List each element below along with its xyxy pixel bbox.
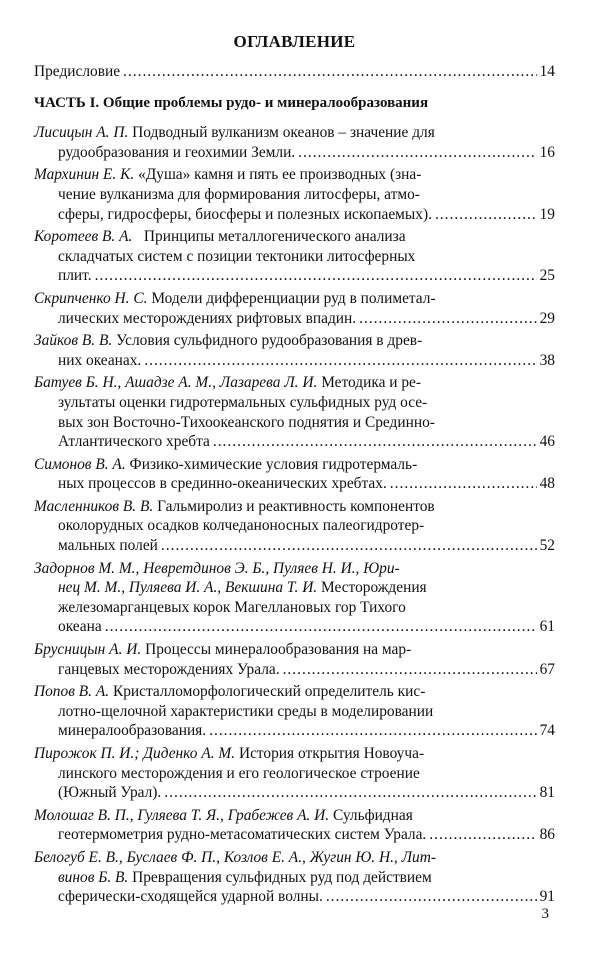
entry-page: 67 (539, 660, 555, 678)
toc-entry[interactable]: Лисицын А. П. Подводный вулканизм океанов – значение для рудообразования и геохимии Земли. ..... 16 (34, 123, 555, 162)
leader-dots (213, 432, 537, 452)
toc-entry[interactable]: Задорнов М. М., Невретдинов Э. Б., Пуляев Н. И., Юри- нец М. М., Пуляева И. А., Векшина Т. И. Месторождения железомарганцевых корок Магеллановых гор Тихого океана ..... 61 (34, 559, 555, 637)
leader-dots (429, 825, 536, 845)
toc-entry[interactable]: Зайков В. В. Условия сульфидного рудообразования в древ- них океанах. ..... 38 (34, 331, 555, 370)
toc-entry[interactable]: Белогуб Е. В., Буслаев Ф. П., Козлов Е. А., Жугин Ю. Н., Лит- винов Б. В. Превращения сульфидных руд под действием сферически-сходящейся ударной волны. ..... 91 (34, 848, 555, 907)
preface-label: Предисловие (34, 63, 121, 80)
toc-entry[interactable]: Молошаг В. П., Гуляева Т. Я., Грабежев А. И. Сульфидная геотермометрия рудно-метасоматических систем Урала. ..... 86 (34, 806, 555, 845)
leader-dots (164, 783, 536, 803)
leader-dots (161, 536, 537, 556)
entry-authors: Белогуб Е. В., Буслаев Ф. П., Козлов Е. А., Жугин Ю. Н., Лит- (34, 848, 436, 866)
leader-dots (123, 62, 537, 82)
entry-authors: Лисицын А. П. (34, 124, 129, 142)
entry-authors: Зайков В. В. (34, 332, 113, 350)
entry-authors: Мархинин Е. К. (34, 166, 135, 184)
entry-page: 19 (539, 205, 555, 223)
leader-dots (105, 617, 537, 637)
toc-entry[interactable]: Пирожок П. И.; Диденко А. М. История открытия Новоуча- линского месторождения и его геологическое строение (Южный Урал). ..... 81 (34, 744, 555, 803)
entry-page: 74 (539, 722, 555, 740)
entry-authors: Пирожок П. И.; Диденко А. М. (34, 745, 236, 762)
entry-authors: Молошаг В. П., Гуляева Т. Я., Грабежев А. И. (34, 806, 330, 824)
toc-entry[interactable]: Попов В. А. Кристалломорфологический определитель кис- лотно-щелочной характеристики среды в моделировании минералообразования. ..... 74 (34, 682, 555, 741)
entry-page: 91 (539, 888, 555, 906)
entry-authors: Коротеев В. А. (34, 228, 133, 246)
entry-page: 25 (539, 267, 555, 285)
leader-dots (209, 721, 536, 741)
leader-dots (144, 351, 536, 371)
entry-authors: Масленников В. В. (34, 497, 154, 515)
entry-authors: Задорнов М. М., Невретдинов Э. Б., Пуляев Н. И., Юри- (34, 559, 400, 577)
entry-page: 86 (539, 826, 555, 844)
toc-entry[interactable]: Мархинин Е. К. «Душа» камня и пять ее производных (зна- чение вулканизма для формирования литосферы, атмо- сферы, гидросферы, биосферы и полезных ископаемых). ..... 19 (34, 165, 555, 224)
toc-list (34, 62, 555, 907)
page-title: ОГЛАВЛЕНИЕ (233, 32, 356, 51)
entry-page: 46 (539, 433, 555, 451)
entry-authors: Батуев Б. Н., Ашадзе А. М., Лазарева Л. И. (34, 374, 318, 392)
preface-page: 14 (539, 63, 555, 80)
part-heading: ЧАСТЬ I. Общие проблемы рудо- и минералообразования (34, 94, 429, 111)
entry-authors: Симонов В. А. (34, 455, 126, 473)
entry-authors: Попов В. А. (34, 683, 110, 701)
leader-dots (390, 474, 537, 494)
toc-entry[interactable]: Коротеев В. А. Принципы металлогенического анализа складчатых систем с позиции тектоники литосферных плит. ..... 25 (34, 227, 555, 286)
entry-page: 81 (539, 784, 555, 802)
entry-page: 29 (539, 309, 555, 327)
entry-page: 61 (539, 618, 555, 636)
leader-dots (435, 205, 537, 225)
leader-dots (283, 660, 537, 680)
entry-page: 52 (539, 537, 555, 555)
entry-authors-cont: нец М. М., Пуляева И. А., Векшина Т. И. (58, 579, 318, 597)
toc-entry[interactable]: Симонов В. А. Физико-химические условия гидротермаль- ных процессов в срединно-океанических хребтах. ..... 48 (34, 455, 555, 494)
entry-authors: Брусницын А. И. (34, 641, 142, 659)
entry-page: 48 (539, 475, 555, 493)
toc-entry-preface[interactable] (34, 62, 555, 82)
page-number: 3 (541, 906, 549, 922)
entry-page: 16 (539, 143, 555, 161)
leader-dots (326, 887, 537, 907)
toc-entry[interactable]: Батуев Б. Н., Ашадзе А. М., Лазарева Л. И. Методика и ре- зультаты оценки гидротермальных сульфидных руд осе- вых зон Восточно-Тихоокеанского поднятия и Срединно- Атлантического хребта ..... 46 (34, 373, 555, 451)
toc-entry[interactable]: Масленников В. В. Гальмиролиз и реактивность компонентов околорудных осадков колчеданоносных палеогидротер- мальных полей ..... 52 (34, 497, 555, 556)
entry-page: 38 (539, 351, 555, 369)
toc-entry[interactable]: Брусницын А. И. Процессы минералообразования на мар- ганцевых месторождениях Урала. ..... 67 (34, 640, 555, 679)
entry-authors: Скрипченко Н. С. (34, 289, 148, 307)
toc-entry[interactable]: Скрипченко Н. С. Модели дифференциации руд в полиметал- лических месторождениях рифтовых впадин. ..... 29 (34, 289, 555, 328)
leader-dots (95, 266, 537, 286)
entry-authors-cont: винов Б. В. (58, 868, 129, 886)
leader-dots (298, 143, 536, 163)
leader-dots (359, 309, 536, 329)
